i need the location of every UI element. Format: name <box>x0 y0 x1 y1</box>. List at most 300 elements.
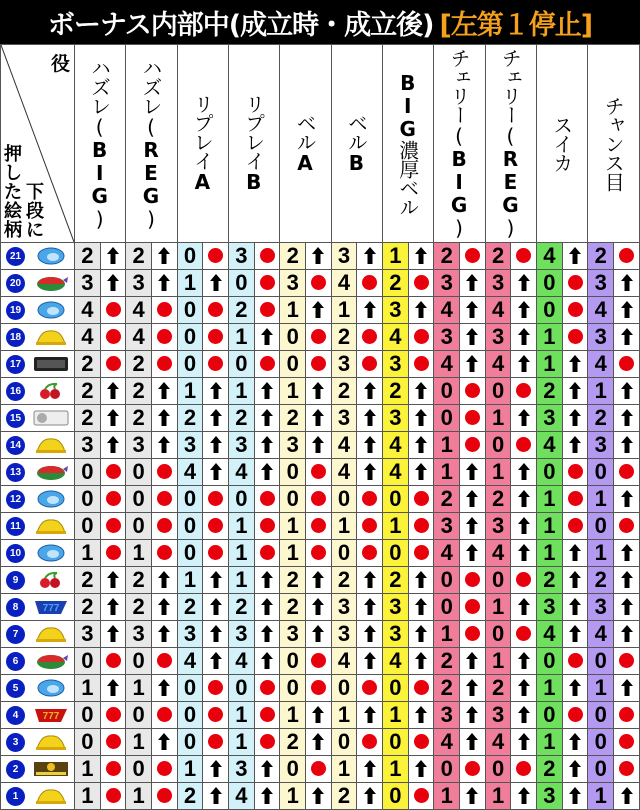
slip-count: 0 <box>588 648 614 675</box>
bell-symbol-icon <box>25 517 69 534</box>
role-header-8 <box>485 45 536 243</box>
slip-count: 1 <box>280 513 306 540</box>
table-row <box>1 351 640 378</box>
slip-count: 0 <box>75 459 101 486</box>
red-dot-icon <box>357 675 383 702</box>
arrow-up-icon <box>203 405 229 432</box>
arrow-up-icon <box>511 675 537 702</box>
symbol-cell <box>1 756 75 783</box>
slip-count: 1 <box>537 675 563 702</box>
replay-symbol-icon <box>25 247 69 264</box>
slip-count: 0 <box>177 324 203 351</box>
table-row <box>1 486 640 513</box>
arrow-up-icon <box>357 756 383 783</box>
slip-count: 1 <box>126 675 152 702</box>
slip-count: 2 <box>75 594 101 621</box>
slip-count: 4 <box>383 648 409 675</box>
slip-count: 3 <box>434 324 460 351</box>
slip-count: 4 <box>537 621 563 648</box>
arrow-up-icon <box>203 378 229 405</box>
table-row <box>1 324 640 351</box>
red-dot-icon <box>306 351 332 378</box>
slip-count: 1 <box>537 486 563 513</box>
red-dot-icon <box>408 675 434 702</box>
red-dot-icon <box>562 513 588 540</box>
slip-count: 0 <box>485 756 511 783</box>
slip-count: 1 <box>331 513 357 540</box>
red-dot-icon <box>100 756 126 783</box>
red-dot-icon <box>100 783 126 810</box>
arrow-up-icon <box>152 378 178 405</box>
red-dot-icon <box>562 459 588 486</box>
symbol-cell <box>1 567 75 594</box>
slip-count: 1 <box>331 702 357 729</box>
title-bar <box>0 0 640 44</box>
symbol-cell <box>1 378 75 405</box>
slip-count: 2 <box>588 405 614 432</box>
page-subtitle: [左第１停止] <box>439 9 593 41</box>
slip-count: 3 <box>485 513 511 540</box>
arrow-up-icon <box>254 378 280 405</box>
slip-count: 3 <box>485 270 511 297</box>
slip-count: 0 <box>383 729 409 756</box>
slip-count: 3 <box>75 621 101 648</box>
red-dot-icon <box>152 297 178 324</box>
red-dot-icon <box>203 243 229 270</box>
slip-count: 1 <box>588 675 614 702</box>
table-row <box>1 270 640 297</box>
red-dot-icon <box>100 648 126 675</box>
table-row <box>1 405 640 432</box>
red-dot-icon <box>614 729 640 756</box>
slip-count: 3 <box>75 270 101 297</box>
slip-count: 2 <box>331 378 357 405</box>
slip-count: 4 <box>537 243 563 270</box>
slip-count: 3 <box>229 756 255 783</box>
slip-count: 0 <box>434 567 460 594</box>
slip-count: 2 <box>485 675 511 702</box>
role-header-label: ハズレ(BIG) <box>87 57 112 230</box>
role-header-2 <box>177 45 228 243</box>
red-dot-icon <box>614 756 640 783</box>
red-dot-icon <box>152 756 178 783</box>
slip-count: 4 <box>434 540 460 567</box>
slip-count: 0 <box>331 675 357 702</box>
slip-count: 1 <box>75 756 101 783</box>
symbol-number-badge: 14 <box>6 436 25 455</box>
arrow-up-icon <box>152 675 178 702</box>
slip-count: 0 <box>229 486 255 513</box>
red-dot-icon <box>100 702 126 729</box>
bell-symbol-icon <box>25 625 69 642</box>
arrow-up-icon <box>511 540 537 567</box>
red-dot-icon <box>357 486 383 513</box>
slip-count: 1 <box>588 486 614 513</box>
slip-count: 3 <box>537 783 563 810</box>
arrow-up-icon <box>614 567 640 594</box>
red-dot-icon <box>460 378 486 405</box>
slip-count: 0 <box>588 702 614 729</box>
slip-count: 0 <box>75 648 101 675</box>
slip-count: 2 <box>485 243 511 270</box>
slip-count: 1 <box>280 378 306 405</box>
slip-count: 0 <box>75 702 101 729</box>
role-header-6 <box>383 45 434 243</box>
slip-count: 4 <box>485 540 511 567</box>
symbol-cell <box>1 621 75 648</box>
table-row <box>1 297 640 324</box>
symbol-number-badge: 1 <box>6 787 25 806</box>
cherry-symbol-icon <box>25 382 69 399</box>
slip-count: 0 <box>331 729 357 756</box>
slip-count: 3 <box>383 297 409 324</box>
slip-count: 1 <box>588 540 614 567</box>
slip-count: 3 <box>434 513 460 540</box>
arrow-up-icon <box>203 756 229 783</box>
arrow-up-icon <box>357 243 383 270</box>
slip-count: 1 <box>485 459 511 486</box>
arrow-up-icon <box>460 297 486 324</box>
red-dot-icon <box>152 351 178 378</box>
red-dot-icon <box>408 351 434 378</box>
arrow-up-icon <box>511 459 537 486</box>
role-axis-label: 役 <box>50 53 70 75</box>
symbol-cell <box>1 648 75 675</box>
arrow-up-icon <box>306 567 332 594</box>
slip-count: 2 <box>177 594 203 621</box>
arrow-up-icon <box>511 297 537 324</box>
arrow-up-icon <box>562 756 588 783</box>
slip-count: 0 <box>383 675 409 702</box>
red-dot-icon <box>562 702 588 729</box>
role-header-label: リプレイB <box>241 94 266 193</box>
slip-count: 3 <box>126 621 152 648</box>
table-row <box>1 459 640 486</box>
red-dot-icon <box>100 486 126 513</box>
red-dot-icon <box>562 486 588 513</box>
red-dot-icon <box>614 351 640 378</box>
slip-count: 1 <box>126 729 152 756</box>
arrow-up-icon <box>614 405 640 432</box>
slip-count: 0 <box>537 702 563 729</box>
red-dot-icon <box>460 567 486 594</box>
arrow-up-icon <box>100 405 126 432</box>
header-row <box>1 45 640 243</box>
role-header-5 <box>331 45 382 243</box>
red-dot-icon <box>152 702 178 729</box>
arrow-up-icon <box>562 540 588 567</box>
arrow-up-icon <box>511 648 537 675</box>
symbol-number-badge: 3 <box>6 733 25 752</box>
bell-symbol-icon <box>25 733 69 750</box>
red-dot-icon <box>562 270 588 297</box>
symbol-number-badge: 11 <box>6 517 25 536</box>
red-dot-icon <box>357 351 383 378</box>
arrow-up-icon <box>562 432 588 459</box>
slip-count: 4 <box>588 351 614 378</box>
arrow-up-icon <box>408 594 434 621</box>
slip-count: 1 <box>177 378 203 405</box>
arrow-up-icon <box>460 486 486 513</box>
bell-symbol-icon <box>25 328 69 345</box>
table-row <box>1 756 640 783</box>
slip-count: 2 <box>280 405 306 432</box>
replay-symbol-icon <box>25 679 69 696</box>
arrow-up-icon <box>562 378 588 405</box>
red-dot-icon <box>254 702 280 729</box>
slip-count: 1 <box>537 513 563 540</box>
arrow-up-icon <box>511 513 537 540</box>
slip-count: 0 <box>177 702 203 729</box>
arrow-up-icon <box>100 594 126 621</box>
slip-count: 3 <box>383 621 409 648</box>
slip-count: 2 <box>434 648 460 675</box>
slip-count: 0 <box>177 243 203 270</box>
arrow-up-icon <box>203 459 229 486</box>
arrow-up-icon <box>357 783 383 810</box>
slip-count: 2 <box>75 567 101 594</box>
arrow-up-icon <box>306 432 332 459</box>
role-header-7 <box>434 45 485 243</box>
symbol-number-badge: 2 <box>6 760 25 779</box>
slip-count: 2 <box>383 378 409 405</box>
arrow-up-icon <box>306 405 332 432</box>
slip-count: 0 <box>126 486 152 513</box>
red-dot-icon <box>511 243 537 270</box>
slip-count: 0 <box>485 378 511 405</box>
slip-count: 1 <box>75 783 101 810</box>
table-body <box>1 243 640 810</box>
slip-count: 0 <box>177 729 203 756</box>
symbol-number-badge: 10 <box>6 544 25 563</box>
slip-count: 4 <box>177 459 203 486</box>
arrow-up-icon <box>100 270 126 297</box>
slip-count: 1 <box>383 243 409 270</box>
symbol-cell <box>1 405 75 432</box>
symbol-cell <box>1 729 75 756</box>
slip-count: 3 <box>331 621 357 648</box>
slip-count: 0 <box>280 486 306 513</box>
slip-count: 2 <box>126 594 152 621</box>
table-row <box>1 540 640 567</box>
arrow-up-icon <box>562 621 588 648</box>
table-row <box>1 513 640 540</box>
slip-count: 3 <box>485 702 511 729</box>
slip-count: 0 <box>126 702 152 729</box>
red-dot-icon <box>408 513 434 540</box>
red-dot-icon <box>357 324 383 351</box>
arrow-up-icon <box>203 270 229 297</box>
symbol-cell <box>1 702 75 729</box>
symbol-number-badge: 18 <box>6 328 25 347</box>
arrow-up-icon <box>203 621 229 648</box>
arrow-up-icon <box>562 729 588 756</box>
reel-stop-table <box>0 44 640 810</box>
role-header-label: チャンス目 <box>601 96 626 191</box>
slip-count: 3 <box>383 351 409 378</box>
red-dot-icon <box>408 324 434 351</box>
slip-count: 4 <box>229 459 255 486</box>
red-dot-icon <box>254 270 280 297</box>
arrow-up-icon <box>254 648 280 675</box>
slip-count: 1 <box>75 675 101 702</box>
slip-count: 1 <box>485 594 511 621</box>
slip-count: 4 <box>434 729 460 756</box>
slip-count: 2 <box>177 405 203 432</box>
slip-count: 4 <box>383 432 409 459</box>
slip-count: 0 <box>177 297 203 324</box>
slip-count: 2 <box>537 567 563 594</box>
table-row <box>1 729 640 756</box>
slip-count: 0 <box>229 270 255 297</box>
slip-count: 0 <box>434 756 460 783</box>
red-dot-icon <box>306 648 332 675</box>
symbol-number-badge: 5 <box>6 679 25 698</box>
slip-count: 1 <box>383 756 409 783</box>
red-dot-icon <box>511 432 537 459</box>
slip-count: 1 <box>383 702 409 729</box>
slip-count: 3 <box>177 621 203 648</box>
symbol-number-badge: 15 <box>6 409 25 428</box>
arrow-up-icon <box>614 297 640 324</box>
red-dot-icon <box>152 459 178 486</box>
symbol-cell <box>1 540 75 567</box>
arrow-up-icon <box>408 297 434 324</box>
slip-count: 0 <box>383 783 409 810</box>
arrow-up-icon <box>254 621 280 648</box>
watermelon-symbol-icon <box>25 274 69 291</box>
slip-count: 3 <box>537 405 563 432</box>
red-dot-icon <box>511 378 537 405</box>
role-header-4 <box>280 45 331 243</box>
arrow-up-icon <box>408 621 434 648</box>
red-dot-icon <box>306 324 332 351</box>
red-dot-icon <box>408 486 434 513</box>
arrow-up-icon <box>460 270 486 297</box>
arrow-up-icon <box>306 378 332 405</box>
slip-count: 4 <box>331 648 357 675</box>
red-dot-icon <box>306 270 332 297</box>
symbol-cell <box>1 243 75 270</box>
slip-count: 2 <box>383 567 409 594</box>
symbol-cell <box>1 351 75 378</box>
slip-count: 1 <box>588 783 614 810</box>
arrow-up-icon <box>408 459 434 486</box>
slip-count: 0 <box>434 378 460 405</box>
slip-count: 4 <box>485 351 511 378</box>
arrow-up-icon <box>408 756 434 783</box>
slip-count: 0 <box>75 486 101 513</box>
red-dot-icon <box>306 756 332 783</box>
symbol-number-badge: 16 <box>6 382 25 401</box>
slip-count: 2 <box>126 405 152 432</box>
arrow-up-icon <box>152 270 178 297</box>
table-row <box>1 378 640 405</box>
arrow-up-icon <box>306 243 332 270</box>
arrow-up-icon <box>357 297 383 324</box>
arrow-up-icon <box>408 378 434 405</box>
slip-count: 0 <box>280 351 306 378</box>
red-dot-icon <box>511 567 537 594</box>
red-dot-icon <box>152 648 178 675</box>
slip-count: 2 <box>331 783 357 810</box>
slip-count: 0 <box>485 621 511 648</box>
slip-count: 1 <box>126 783 152 810</box>
slip-count: 0 <box>485 432 511 459</box>
slip-count: 1 <box>434 459 460 486</box>
slip-count: 1 <box>588 378 614 405</box>
arrow-up-icon <box>460 351 486 378</box>
slip-count: 0 <box>177 540 203 567</box>
arrow-up-icon <box>203 432 229 459</box>
slip-count: 1 <box>229 567 255 594</box>
slip-count: 1 <box>280 783 306 810</box>
table-row <box>1 567 640 594</box>
arrow-up-icon <box>460 648 486 675</box>
slip-count: 4 <box>126 297 152 324</box>
bar-symbol-icon <box>25 355 69 372</box>
slip-count: 3 <box>280 270 306 297</box>
slip-count: 0 <box>177 486 203 513</box>
slip-count: 0 <box>331 486 357 513</box>
slip-count: 0 <box>588 756 614 783</box>
red-dot-icon <box>100 459 126 486</box>
symbol-number-badge: 8 <box>6 598 25 617</box>
red-dot-icon <box>203 351 229 378</box>
slip-count: 0 <box>177 513 203 540</box>
slip-count: 2 <box>75 405 101 432</box>
arrow-up-icon <box>254 594 280 621</box>
arrow-up-icon <box>562 783 588 810</box>
slip-count: 1 <box>434 783 460 810</box>
red-dot-icon <box>408 783 434 810</box>
red-dot-icon <box>306 675 332 702</box>
symbol-cell <box>1 459 75 486</box>
slip-count: 4 <box>75 324 101 351</box>
table-row <box>1 675 640 702</box>
red-dot-icon <box>357 513 383 540</box>
arrow-up-icon <box>254 405 280 432</box>
role-header-label: スイカ <box>549 115 574 172</box>
slip-count: 2 <box>588 243 614 270</box>
arrow-up-icon <box>614 594 640 621</box>
red-dot-icon <box>306 540 332 567</box>
arrow-up-icon <box>254 567 280 594</box>
red-dot-icon <box>152 324 178 351</box>
red-dot-icon <box>203 513 229 540</box>
slip-count: 0 <box>537 648 563 675</box>
red-dot-icon <box>614 513 640 540</box>
slip-count: 1 <box>177 756 203 783</box>
slip-count: 2 <box>229 297 255 324</box>
red-dot-icon <box>254 243 280 270</box>
slip-count: 0 <box>177 351 203 378</box>
arrow-up-icon <box>357 378 383 405</box>
symbol-number-badge: 4 <box>6 706 25 725</box>
arrow-up-icon <box>614 270 640 297</box>
arrow-up-icon <box>408 243 434 270</box>
arrow-up-icon <box>562 567 588 594</box>
slip-count: 3 <box>331 351 357 378</box>
role-header-10 <box>588 45 640 243</box>
role-header-label: ベルB <box>344 113 369 174</box>
arrow-up-icon <box>460 459 486 486</box>
slip-count: 0 <box>280 459 306 486</box>
slip-count: 1 <box>331 756 357 783</box>
slip-count: 3 <box>229 432 255 459</box>
symbol-cell <box>1 675 75 702</box>
slip-count: 0 <box>177 675 203 702</box>
